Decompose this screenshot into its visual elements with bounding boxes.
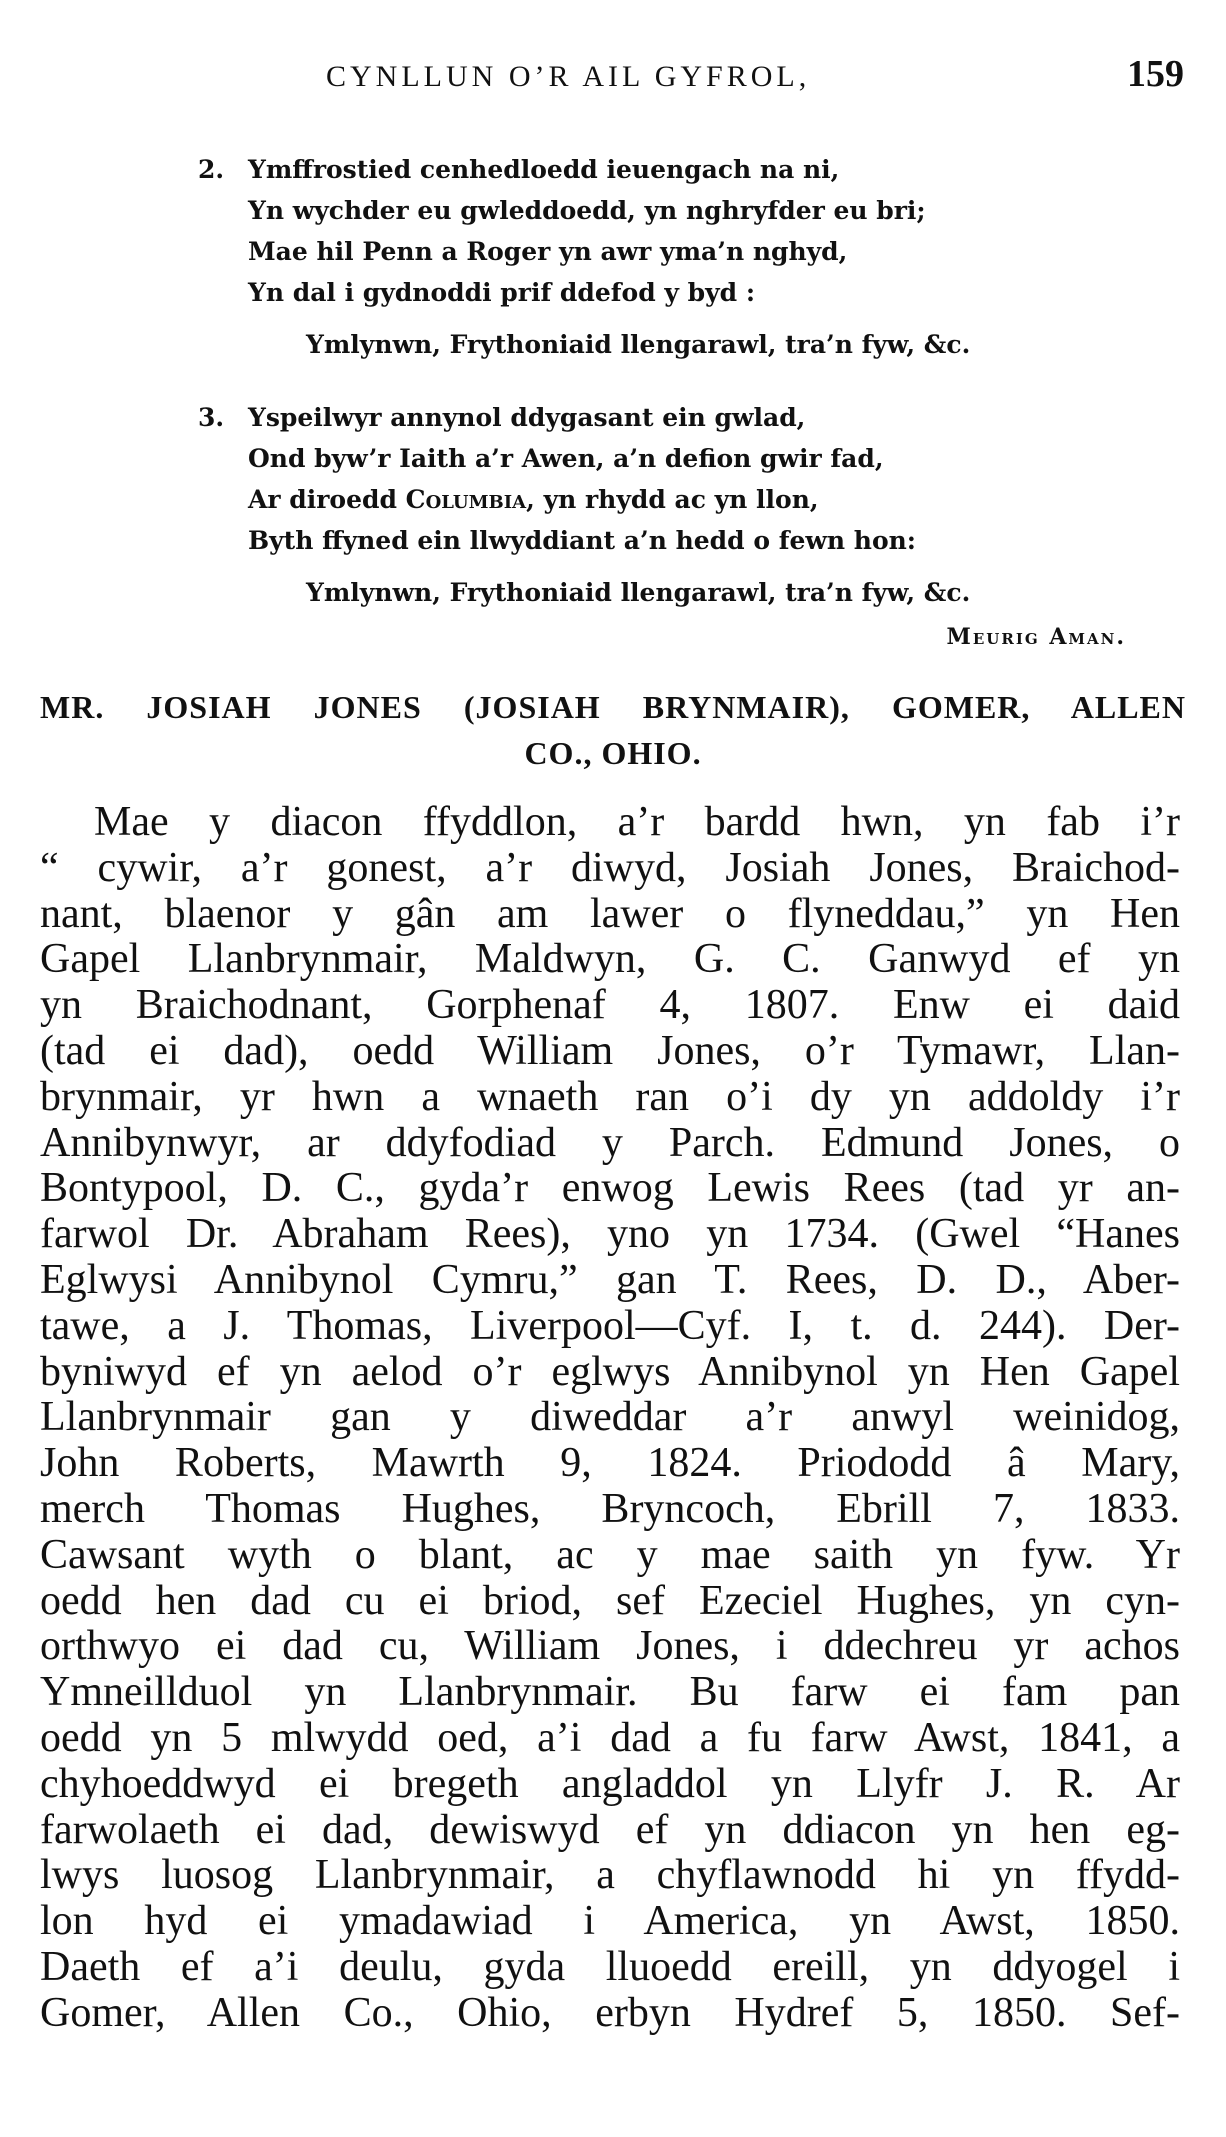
verse-text: , yn rhydd ac yn llon, — [526, 485, 819, 514]
body-line: tawe, a J. Thomas, Liverpool—Cyf. I, t. d. 244). Der- — [40, 1303, 1180, 1349]
place-name: Columbia — [405, 485, 527, 514]
body-line: (tad ei dad), oedd William Jones, o’r Tymawr, Llan- — [40, 1028, 1180, 1074]
body-line: merch Thomas Hughes, Bryncoch, Ebrill 7, 1833. — [40, 1486, 1180, 1532]
running-head — [0, 52, 1226, 102]
body-line: chyhoeddwyd ei bregeth angladdol yn Llyfr J. R. Ar — [40, 1761, 1180, 1807]
body-line: “ cywir, a’r gonest, a’r diwyd, Josiah Jones, Braichod- — [40, 845, 1180, 891]
poem-signature: Meurig Aman. — [946, 624, 1126, 650]
verse-line — [248, 480, 819, 520]
body-line: yn Braichodnant, Gorphenaf 4, 1807. Enw ei daid — [40, 983, 1180, 1029]
body-line: Bontypool, D. C., gyda’r enwog Lewis Rees (tad yr an- — [40, 1166, 1180, 1212]
body-line: Llanbrynmair gan y diweddar a’r anwyl weinidog, — [40, 1395, 1180, 1441]
verse-line: Yn dal i gydnoddi prif ddefod y byd : — [248, 278, 756, 307]
body-line: Eglwysi Annibynol Cymru,” gan T. Rees, D. D., Aber- — [40, 1257, 1180, 1303]
verse-line: Mae hil Penn a Roger yn awr yma’n nghyd, — [248, 237, 848, 266]
running-title: CYNLLUN O’R AIL GYFROL, — [326, 60, 811, 93]
body-line: farwolaeth ei dad, dewiswyd ef yn ddiacon yn hen eg- — [40, 1807, 1180, 1853]
body-line: oedd hen dad cu ei briod, sef Ezeciel Hughes, yn cyn- — [40, 1578, 1180, 1624]
refrain-line: Ymlynwn, Frythoniaid llengarawl, tra’n fyw, &c. — [306, 330, 971, 359]
body-line: John Roberts, Mawrth 9, 1824. Priododd â Mary, — [40, 1441, 1180, 1487]
body-line: Mae y diacon ffyddlon, a’r bardd hwn, yn fab i’r — [94, 800, 1180, 845]
body-line: nant, blaenor y gân am lawer o flyneddau,” yn Hen — [40, 891, 1180, 937]
body-paragraph — [40, 800, 1180, 2037]
body-line: lwys luosog Llanbrynmair, a chyflawnodd hi yn ffydd- — [40, 1853, 1180, 1899]
body-line: Gomer, Allen Co., Ohio, erbyn Hydref 5, 1850. Sef- — [40, 1990, 1180, 2036]
stanza-number: 3. — [198, 403, 225, 432]
verse-line: Byth ffyned ein llwyddiant a’n hedd o fewn hon: — [248, 526, 917, 555]
verse-text: Ar diroedd — [248, 485, 406, 514]
verse-line: Ond byw’r Iaith a’r Awen, a’n defion gwir fad, — [248, 444, 884, 473]
body-line: byniwyd ef yn aelod o’r eglwys Annibynol yn Hen Gapel — [40, 1349, 1180, 1395]
verse-line: Ymffrostied cenhedloedd ieuengach na ni, — [248, 155, 840, 184]
heading-line: MR. JOSIAH JONES (JOSIAH BRYNMAIR), GOMER, ALLEN — [40, 689, 1186, 725]
page-number: 159 — [1127, 53, 1184, 95]
body-line: Daeth ef a’i deulu, gyda lluoedd ereill, yn ddyogel i — [40, 1944, 1180, 1990]
verse-line: Yspeilwyr annynol ddygasant ein gwlad, — [248, 403, 806, 432]
body-line: orthwyo ei dad cu, William Jones, i ddechreu yr achos — [40, 1624, 1180, 1670]
stanza-number: 2. — [198, 155, 225, 184]
body-line: Ymneillduol yn Llanbrynmair. Bu farw ei fam pan — [40, 1670, 1180, 1716]
body-line: lon hyd ei ymadawiad i America, yn Awst, 1850. — [40, 1899, 1180, 1945]
body-line: oedd yn 5 mlwydd oed, a’i dad a fu farw Awst, 1841, a — [40, 1715, 1180, 1761]
heading-line: CO., OHIO. — [524, 735, 702, 771]
body-line: brynmair, yr hwn a wnaeth ran o’i dy yn addoldy i’r — [40, 1074, 1180, 1120]
body-line: Gapel Llanbrynmair, Maldwyn, G. C. Ganwyd ef yn — [40, 937, 1180, 983]
section-heading — [40, 684, 1186, 776]
verse-line: Yn wychder eu gwleddoedd, yn nghryfder eu bri; — [248, 196, 926, 225]
refrain-line: Ymlynwn, Frythoniaid llengarawl, tra’n fyw, &c. — [306, 578, 971, 607]
body-line: Cawsant wyth o blant, ac y mae saith yn fyw. Yr — [40, 1532, 1180, 1578]
body-line: farwol Dr. Abraham Rees), yno yn 1734. (Gwel “Hanes — [40, 1212, 1180, 1258]
body-line: Annibynwyr, ar ddyfodiad y Parch. Edmund Jones, o — [40, 1120, 1180, 1166]
